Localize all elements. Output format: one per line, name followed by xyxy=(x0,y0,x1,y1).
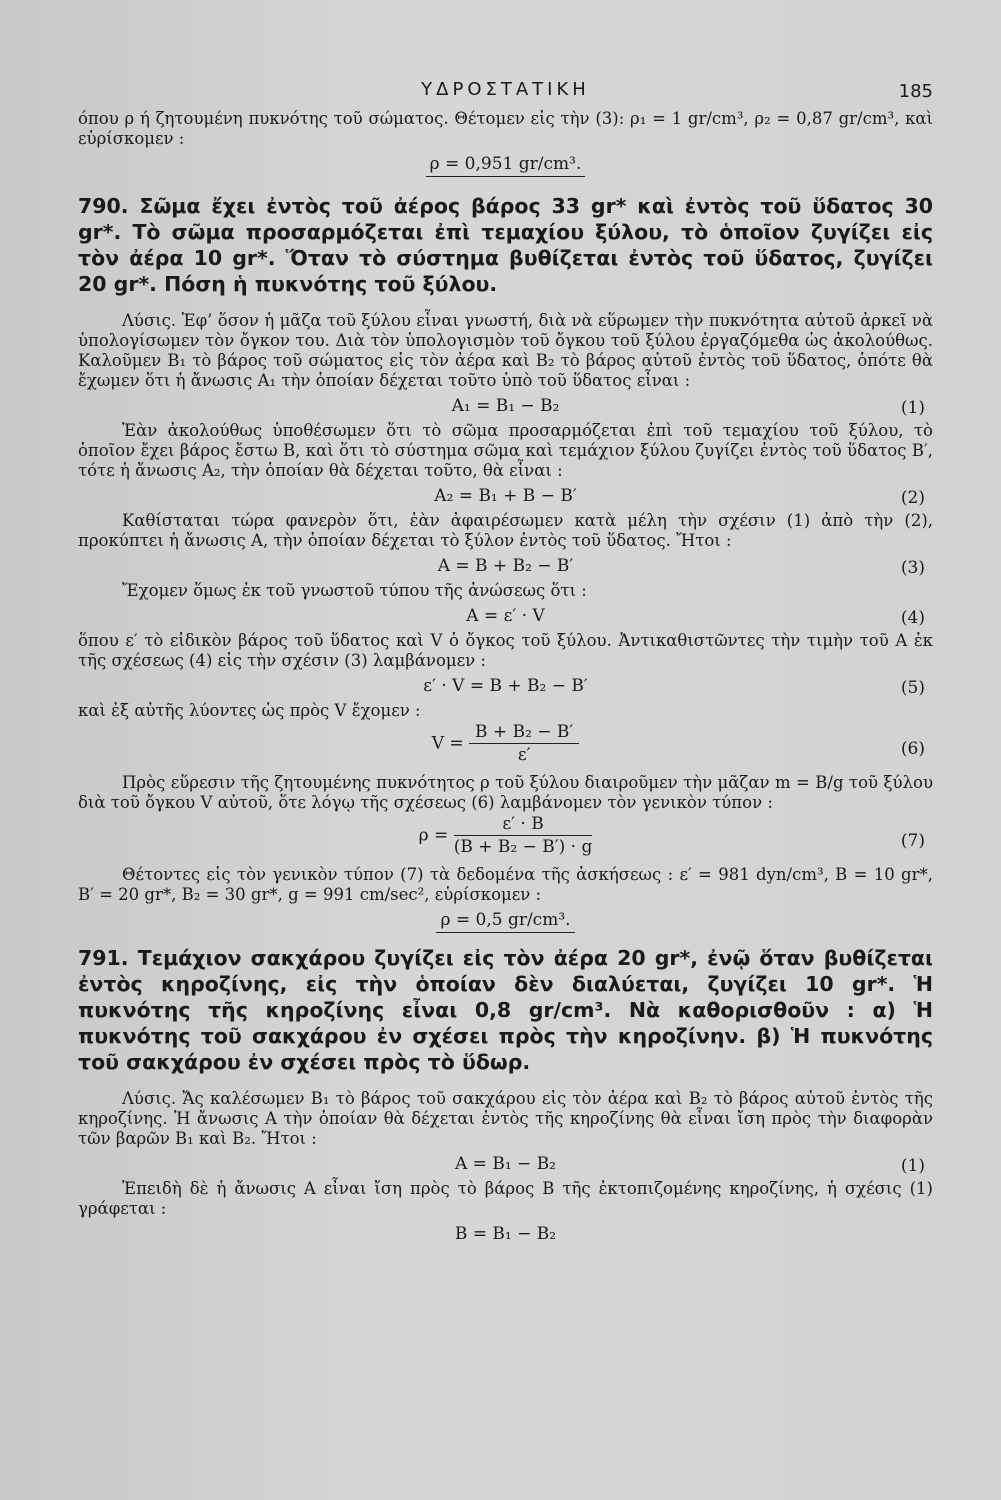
equation-791-1 xyxy=(78,1149,933,1179)
equation-790-7-lhs: ρ = xyxy=(418,825,449,846)
equation-790-3-number: (3) xyxy=(900,558,925,578)
intro-result-value: ρ = 0,951 gr/cm³. xyxy=(426,154,586,177)
solution-791-para-1: Λύσις. Ἄς καλέσωμεν B₁ τὸ βάρος τοῦ σακχάρου εἰς τὸν ἀέρα καὶ B₂ τὸ βάρος αὐτοῦ ἐντὸς τῆς κηροζίνης. Ἡ ἄνωσις A τὴν ὁποίαν θὰ δέχεται ἐντὸς τῆς κηροζίνης θὰ εἶναι ἴση πρὸς τὴν διαφορὰν τῶν βαρῶν B₁ καὶ B₂. Ἤτοι : xyxy=(78,1089,933,1148)
problem-790-number: 790. xyxy=(78,194,129,218)
result-790-value: ρ = 0,5 gr/cm³. xyxy=(436,910,574,933)
equation-791-1-body: A = B₁ − B₂ xyxy=(455,1154,556,1174)
equation-790-5-body: ε′ · V = B + B₂ − B′ xyxy=(423,676,588,696)
equation-790-6 xyxy=(78,721,933,773)
intro-text: όπου ρ ή ζητουμένη πυκνότης τοῦ σώματος. Θέτομεν εἰς τὴν (3): ρ₁ = 1 gr/cm³, ρ₂ = 0,87 gr/cm³, καὶ εὑρίσκομεν : xyxy=(78,109,933,148)
equation-790-2 xyxy=(78,481,933,511)
equation-790-7-number: (7) xyxy=(900,831,925,851)
equation-790-5 xyxy=(78,671,933,701)
solution-790-para-1: Λύσις. Ἐφ’ ὅσον ἡ μᾶζα τοῦ ξύλου εἶναι γνωστή, διὰ νὰ εὕρωμεν τὴν πυκνότητα αὐτοῦ ἀρκεῖ νὰ ὑπολογίσωμεν τὸν ὄγκον του. Διὰ τὸν ὑπολογισμὸν τοῦ ὄγκου τοῦ ξύλου ἐργαζόμεθα ὡς ἀκολούθως. Καλοῦμεν B₁ τὸ βάρος τοῦ σώματος εἰς τὸν ἀέρα καὶ B₂ τὸ βάρος αὐτοῦ ἐντὸς τοῦ ὕδατος, ὁπότε θὰ ἔχωμεν ὅτι ἡ ἄνωσις A₁ τὴν ὁποίαν δέχεται τοῦτο ὑπὸ τοῦ ὕδατος εἶναι : xyxy=(78,311,933,390)
problem-791-number: 791. xyxy=(78,946,129,970)
problem-791-statement xyxy=(78,945,933,1075)
equation-790-5-number: (5) xyxy=(900,678,925,698)
result-790 xyxy=(78,905,933,935)
solution-790-para-5: ὅπου ε′ τὸ εἰδικὸν βάρος τοῦ ὕδατος καὶ V ὁ ὄγκος τοῦ ξύλου. Ἀντικαθιστῶντες τὴν τιμὴν τοῦ A ἐκ τῆς σχέσεως (4) εἰς τὴν σχέσιν (3) λαμβάνομεν : xyxy=(78,631,933,670)
equation-790-4-body: A = ε′ · V xyxy=(466,606,545,626)
equation-790-4-number: (4) xyxy=(900,608,925,628)
equation-791-1-number: (1) xyxy=(900,1156,925,1176)
equation-790-1 xyxy=(78,391,933,421)
running-header xyxy=(78,75,933,109)
problem-791-text: Τεμάχιον σακχάρου ζυγίζει εἰς τὸν ἀέρα 20 gr*, ἐνῷ ὅταν βυθίζεται ἐντὸς κηροζίνης, εἰς τὴν ὁποίαν δὲν διαλύεται, ζυγίζει 10 gr*. Ἡ πυκνότης τῆς κηροζίνης εἶναι 0,8 gr/cm³. Νὰ καθορισθοῦν : α) Ἡ πυκνότης τοῦ σακχάρου ἐν σχέσει πρὸς τὴν κηροζίνην. β) Ἡ πυκνότης τοῦ σακχάρου ἐν σχέσει πρὸς τὸ ὕδωρ. xyxy=(78,946,934,1074)
equation-790-6-fraction xyxy=(469,721,579,766)
equation-790-4 xyxy=(78,601,933,631)
page-number: 185 xyxy=(898,81,933,102)
equation-790-6-lhs: V = xyxy=(431,733,464,754)
equation-791-2 xyxy=(78,1219,933,1249)
chapter-title: ΥΔΡΟΣΤΑΤΙΚΗ xyxy=(421,79,590,100)
equation-790-6-number: (6) xyxy=(900,739,925,759)
equation-790-3-body: A = B + B₂ − B′ xyxy=(437,556,574,576)
solution-790-para-4: Ἔχομεν ὅμως ἐκ τοῦ γνωστοῦ τύπου τῆς ἀνώσεως ὅτι : xyxy=(122,581,587,600)
solution-791-para-2: Ἐπειδὴ δὲ ἡ ἄνωσις A εἶναι ἴση πρὸς τὸ βάρος B τῆς ἐκτοπιζομένης κηροζίνης, ἡ σχέσις (1) γράφεται : xyxy=(78,1179,933,1218)
equation-791-2-body: B = B₁ − B₂ xyxy=(454,1224,557,1244)
problem-790-text: Σῶμα ἔχει ἐντὸς τοῦ ἀέρος βάρος 33 gr* καὶ ἐντὸς τοῦ ὕδατος 30 gr*. Τὸ σῶμα προσαρμόζεται ἐπὶ τεμαχίου ξύλου, τὸ ὁποῖον ζυγίζει εἰς τὸν ἀέρα 10 gr*. Ὅταν τὸ σύστημα βυθίζεται ἐντὸς τοῦ ὕδατος, ζυγίζει 20 gr*. Πόση ἡ πυκνότης τοῦ ξύλου. xyxy=(78,194,933,296)
equation-790-3 xyxy=(78,551,933,581)
solution-790-para-7: Πρὸς εὕρεσιν τῆς ζητουμένης πυκνότητος ρ τοῦ ξύλου διαιροῦμεν τὴν μᾶζαν m = B/g τοῦ ξύλου διὰ τοῦ ὄγκου V αὐτοῦ, ὅτε λόγῳ τῆς σχέσεως (6) λαμβάνομεν τὸν γενικὸν τύπον : xyxy=(78,773,933,812)
solution-790-para-3: Καθίσταται τώρα φανερὸν ὅτι, ἐὰν ἀφαιρέσωμεν κατὰ μέλη τὴν σχέσιν (1) ἀπὸ τὴν (2), προκύπτει ἡ ἄνωσις A, τὴν ὁποίαν δέχεται τὸ ξύλον ἐντὸς τοῦ ὕδατος. Ἤτοι : xyxy=(78,511,933,550)
equation-790-7-denominator: (B + B₂ − B′) · g xyxy=(453,837,593,857)
equation-790-1-body: A₁ = B₁ − B₂ xyxy=(451,396,560,416)
intro-result xyxy=(78,149,933,179)
equation-790-7-numerator: ε′ · B xyxy=(454,813,593,836)
equation-790-2-number: (2) xyxy=(900,488,925,508)
equation-790-6-denominator: ε′ xyxy=(517,745,531,765)
solution-790-para-8: Θέτοντες εἰς τὸν γενικὸν τύπον (7) τὰ δεδομένα τῆς ἀσκήσεως : ε′ = 981 dyn/cm³, B = 10 gr*, B′ = 20 gr*, B₂ = 30 gr*, g = 991 cm/sec², εὑρίσκομεν : xyxy=(78,865,933,904)
problem-790-statement xyxy=(78,193,933,297)
equation-790-1-number: (1) xyxy=(900,398,925,418)
solution-790-para-6: καὶ ἐξ αὐτῆς λύοντες ὡς πρὸς V ἔχομεν : xyxy=(78,701,421,720)
equation-790-2-body: A₂ = B₁ + B − B′ xyxy=(434,486,577,506)
equation-790-7 xyxy=(78,813,933,865)
equation-790-6-numerator: B + B₂ − B′ xyxy=(469,721,579,744)
solution-790-para-2: Ἐὰν ἀκολούθως ὑποθέσωμεν ὅτι τὸ σῶμα προσαρμόζεται ἐπὶ τοῦ τεμαχίου τοῦ ξύλου, τὸ ὁποῖον ἔχει βάρος ἔστω B, καὶ ὅτι τὸ σύστημα σῶμα καὶ τεμάχιον ξύλου ζυγίζει ἐντὸς τοῦ ὕδατος B′, τότε ἡ ἄνωσις A₂, τὴν ὁποίαν θὰ δέχεται τοῦτο, θὰ εἶναι : xyxy=(78,421,933,480)
equation-790-7-fraction xyxy=(454,813,593,858)
